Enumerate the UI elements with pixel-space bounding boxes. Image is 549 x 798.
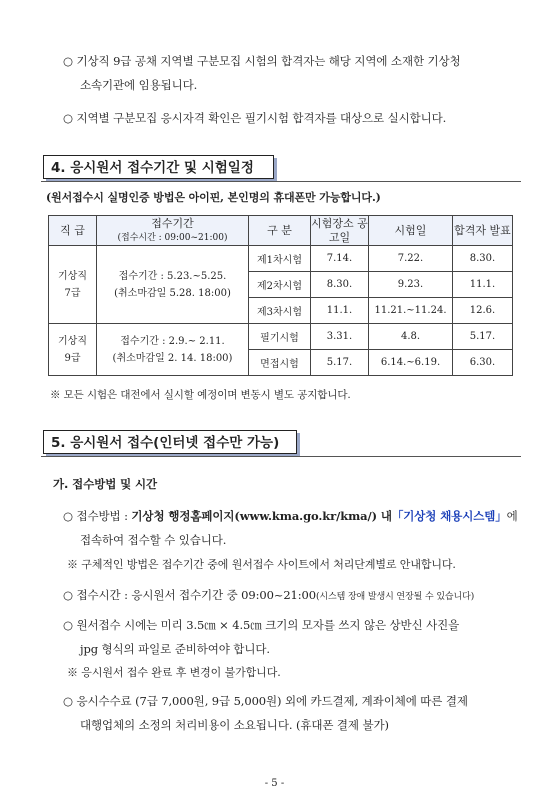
time-text: ○ 접수시간 : 응시원서 접수기간 중 09:00~21:00 <box>63 588 316 602</box>
announce-cell: 7.14. <box>311 246 369 272</box>
photo-line: ○ 원서접수 시에는 미리 3.5㎝ × 4.5㎝ 크기의 모자를 쓰지 않은 상반신 사진을 <box>63 618 460 632</box>
division-cell: 제2차시험 <box>249 272 311 298</box>
fee-line-cont: 대행업체의 소정의 처리비용이 소요됩니다. (휴대폰 결제 불가) <box>80 718 389 732</box>
division-cell: 제3차시험 <box>249 298 311 324</box>
time-line <box>63 587 474 605</box>
photo-note: ※ 응시원서 접수 완료 후 변경이 불가합니다. <box>67 666 281 679</box>
fee-line: ○ 응시수수료 (7급 7,000원, 9급 5,000원) 외에 카드결제, 계좌이체에 따른 결제 <box>63 694 468 708</box>
header-grade: 직 급 <box>49 216 97 246</box>
period-cell <box>97 246 249 324</box>
method-suffix: 에 <box>506 509 518 523</box>
announce-cell: 3.31. <box>311 324 369 350</box>
section-4-footnote: ※ 모든 시험은 대전에서 실시할 예정이며 변동시 별도 공지합니다. <box>50 389 351 401</box>
period-range: 접수기간 : 2.9.~ 2.11. <box>120 335 225 347</box>
period-range: 접수기간 : 5.23.~5.25. <box>118 270 227 282</box>
subsection-a-heading: 가. 접수방법 및 시간 <box>53 477 158 491</box>
header-announce: 시험장소 공고일 <box>311 216 368 244</box>
recruit-system-link[interactable]: 「기상청 채용시스템」 <box>391 509 507 523</box>
exam-date-cell: 4.8. <box>369 324 453 350</box>
announce-cell: 5.17. <box>311 350 369 376</box>
page-number: - 5 - <box>264 778 285 789</box>
section-5-heading: 5. 응시원서 접수(인터넷 접수만 가능) <box>43 430 297 454</box>
header-period-time: (접수시간 : 09:00~21:00) <box>117 232 228 243</box>
method-line <box>63 508 518 524</box>
division-cell: 제1차시험 <box>249 246 311 272</box>
announce-cell: 11.1. <box>311 298 369 324</box>
table-row <box>49 324 513 350</box>
header-exam-date: 시험일 <box>369 216 453 246</box>
section-5-rule <box>41 456 521 457</box>
header-period <box>97 216 249 246</box>
table-row <box>49 246 513 272</box>
pass-cell: 8.30. <box>453 246 513 272</box>
time-note: (시스템 장애 발생시 연장될 수 있습니다) <box>315 592 475 602</box>
period-cancel-deadline: (취소마감일 2. 14. 18:00) <box>112 352 233 364</box>
section-4-rule <box>41 181 521 182</box>
exam-date-cell: 9.23. <box>369 272 453 298</box>
method-note: ※ 구체적인 방법은 접수기간 중에 원서접수 사이트에서 처리단계별로 안내합니다. <box>67 558 456 571</box>
intro-bullet-1-cont: 소속기관에 임용됩니다. <box>80 78 198 92</box>
photo-line-cont: jpg 형식의 파일로 준비하여야 합니다. <box>80 642 270 656</box>
pass-cell: 5.17. <box>453 324 513 350</box>
pass-cell: 6.30. <box>453 350 513 376</box>
header-period-label: 접수기간 <box>151 216 194 230</box>
method-homepage: 기상청 행정홈페이지(www.kma.go.kr/kma/) 내 <box>131 509 392 523</box>
header-division: 구 분 <box>249 216 311 246</box>
announce-cell: 8.30. <box>311 272 369 298</box>
section-4-note: (원서접수시 실명인증 방법은 아이핀, 본인명의 휴대폰만 가능합니다.) <box>46 191 381 204</box>
exam-schedule-table <box>48 215 513 376</box>
grade-cell: 기상직 9급 <box>49 324 97 376</box>
division-cell: 필기시험 <box>249 324 311 350</box>
pass-cell: 11.1. <box>453 272 513 298</box>
header-pass: 합격자 발표 <box>453 216 513 246</box>
grade-cell: 기상직 7급 <box>49 246 97 324</box>
period-cell <box>97 324 249 376</box>
period-cancel-deadline: (취소마감일 5.28. 18:00) <box>114 287 231 299</box>
intro-bullet-1: ○ 기상직 9급 공채 지역별 구분모집 시험의 합격자는 해당 지역에 소재한 기상청 <box>63 54 461 68</box>
exam-date-cell: 11.21.~11.24. <box>369 298 453 324</box>
pass-cell: 12.6. <box>453 298 513 324</box>
method-line-cont: 접속하여 접수할 수 있습니다. <box>80 533 227 547</box>
exam-date-cell: 6.14.~6.19. <box>369 350 453 376</box>
exam-date-cell: 7.22. <box>369 246 453 272</box>
section-4-heading: 4. 응시원서 접수기간 및 시험일정 <box>43 155 274 179</box>
intro-bullet-2: ○ 지역별 구분모집 응시자격 확인은 필기시험 합격자를 대상으로 실시합니다. <box>63 111 447 125</box>
method-prefix: ○ 접수방법 : <box>63 509 132 523</box>
division-cell: 면접시험 <box>249 350 311 376</box>
